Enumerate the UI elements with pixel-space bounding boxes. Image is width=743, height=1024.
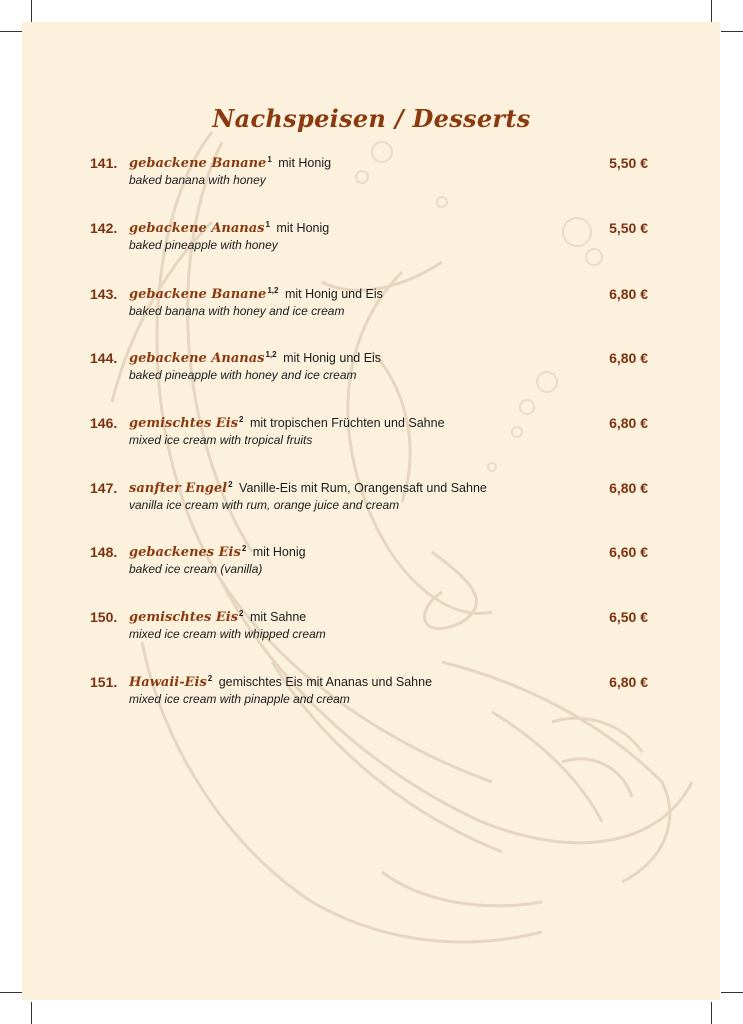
- item-allergen-note: 2: [228, 480, 233, 489]
- item-description-de: mit Honig: [252, 545, 306, 559]
- page-title: Nachspeisen / Desserts: [212, 104, 531, 133]
- crop-mark: [31, 1002, 32, 1024]
- item-allergen-note: 2: [207, 674, 213, 683]
- item-allergen-note: 2: [239, 609, 244, 618]
- item-description-de: mit Honig und Eis: [284, 287, 383, 301]
- item-line: [129, 480, 487, 496]
- item-price: 6,80 €: [609, 350, 648, 366]
- item-number: 142.: [90, 220, 118, 236]
- item-line: [129, 609, 306, 625]
- item-price: 6,80 €: [609, 480, 648, 496]
- crop-mark: [711, 0, 712, 22]
- item-price: 6,80 €: [609, 415, 648, 431]
- item-allergen-note: 1,2: [265, 350, 277, 359]
- item-description-en: baked ice cream (vanilla): [129, 562, 263, 576]
- item-description-de: gemischtes Eis mit Ananas und Sahne: [218, 675, 433, 689]
- item-number: 146.: [90, 415, 118, 431]
- item-line: [129, 286, 383, 302]
- crop-mark: [31, 0, 32, 22]
- item-description-en: baked pineapple with honey: [129, 238, 278, 252]
- item-price: 5,50 €: [609, 220, 648, 236]
- item-price: 5,50 €: [609, 155, 648, 171]
- item-price: 6,60 €: [609, 544, 648, 560]
- crop-mark: [0, 992, 22, 993]
- item-description-de: Vanille-Eis mit Rum, Orangensaft und Sahne: [239, 481, 487, 495]
- item-price: 6,50 €: [609, 609, 648, 625]
- item-number: 143.: [90, 286, 118, 302]
- item-description-de: mit tropischen Früchten und Sahne: [249, 416, 445, 430]
- item-number: 151.: [90, 674, 118, 690]
- item-description-en: vanilla ice cream with rum, orange juice and cream: [129, 498, 400, 512]
- item-name: sanfter Engel: [129, 481, 228, 496]
- item-description-en: baked pineapple with honey and ice cream: [129, 368, 357, 382]
- item-description-en: mixed ice cream with tropical fruits: [129, 433, 313, 447]
- item-number: 147.: [90, 480, 118, 496]
- item-allergen-note: 1: [265, 220, 270, 229]
- item-line: [129, 155, 331, 171]
- item-name: gemischtes Eis: [129, 416, 239, 431]
- item-line: [129, 350, 381, 366]
- item-allergen-note: 1,2: [267, 286, 279, 295]
- item-name: gebackene Ananas: [129, 351, 265, 366]
- item-number: 150.: [90, 609, 118, 625]
- item-allergen-note: 1: [267, 155, 272, 164]
- item-name: gebackene Banane: [129, 156, 267, 171]
- item-line: [129, 674, 432, 690]
- item-description-en: baked banana with honey: [129, 173, 266, 187]
- crop-mark: [721, 31, 743, 32]
- item-description-en: mixed ice cream with whipped cream: [129, 627, 326, 641]
- item-name: gebackene Banane: [129, 287, 267, 302]
- item-description-de: mit Honig und Eis: [283, 351, 382, 365]
- item-line: [129, 415, 445, 431]
- crop-mark: [721, 992, 743, 993]
- item-number: 141.: [90, 155, 118, 171]
- item-name: gemischtes Eis: [129, 610, 239, 625]
- item-allergen-note: 2: [239, 415, 244, 424]
- item-line: [129, 220, 329, 236]
- item-description-de: mit Sahne: [249, 610, 307, 624]
- item-price: 6,80 €: [609, 674, 648, 690]
- crop-mark: [711, 1002, 712, 1024]
- item-allergen-note: 2: [241, 544, 247, 553]
- item-name: Hawaii-Eis: [129, 675, 207, 690]
- item-description-de: mit Honig: [278, 156, 332, 170]
- item-number: 144.: [90, 350, 118, 366]
- item-name: gebackenes Eis: [129, 545, 241, 560]
- item-name: gebackene Ananas: [129, 221, 265, 236]
- item-description-en: mixed ice cream with pinapple and cream: [129, 692, 350, 706]
- item-number: 148.: [90, 544, 118, 560]
- item-description-en: baked banana with honey and ice cream: [129, 304, 345, 318]
- item-price: 6,80 €: [609, 286, 648, 302]
- item-description-de: mit Honig: [276, 221, 330, 235]
- item-line: [129, 544, 306, 560]
- crop-mark: [0, 31, 22, 32]
